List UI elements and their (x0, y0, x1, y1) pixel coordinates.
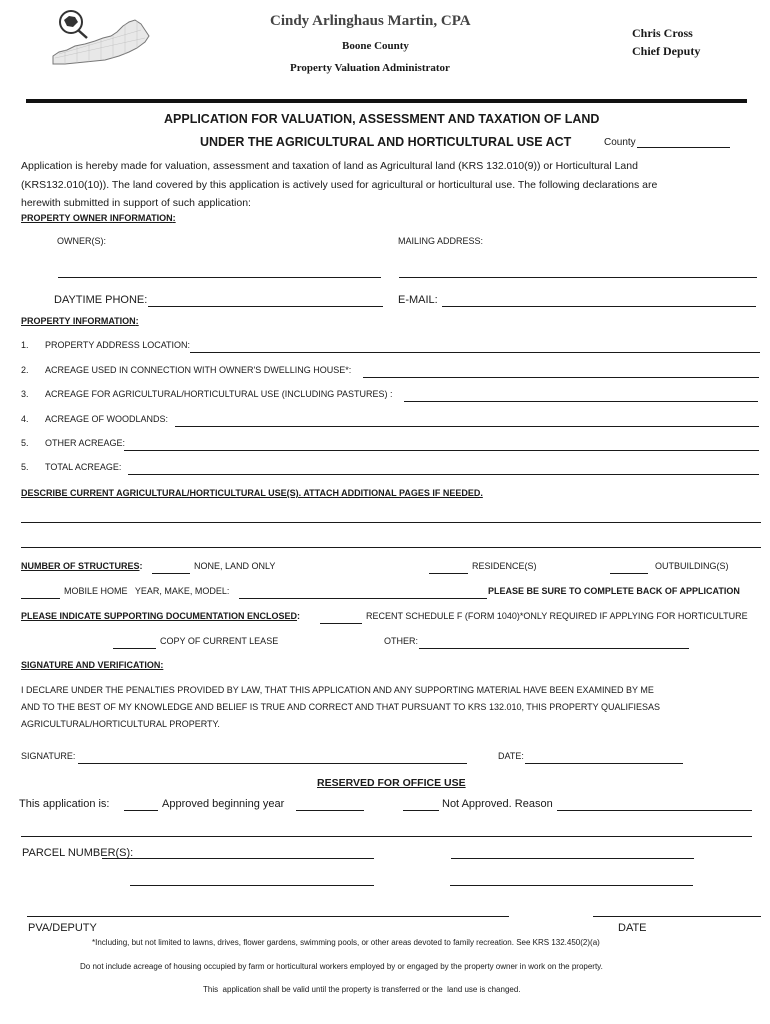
intro-line2: (KRS132.010(10)). The land covered by this application is actively used for agricultural or horticultural use. The following declarations are (21, 179, 658, 191)
office-use-heading: RESERVED FOR OFFICE USE (317, 777, 466, 789)
approved-label: Approved beginning year (162, 798, 285, 810)
back-of-application-note: PLEASE BE SURE TO COMPLETE BACK OF APPLICATION (488, 586, 740, 596)
documentation-heading: PLEASE INDICATE SUPPORTING DOCUMENTATION ENCLOSED: (21, 611, 301, 621)
parcel-number-field-4[interactable] (450, 873, 693, 886)
intro-line1: Application is hereby made for valuation, assessment and taxation of land as Agricultural land (KRS 132.010(9)) or Horticultural Land (21, 160, 638, 172)
signature-heading: SIGNATURE AND VERIFICATION: (21, 660, 164, 670)
parcel-number-label: PARCEL NUMBER(S): (22, 847, 134, 859)
county-name: Boone County (342, 40, 409, 52)
header-divider (26, 99, 747, 103)
property-item-label: ACREAGE FOR AGRICULTURAL/HORTICULTURAL USE (INCLUDING PASTURES) : (45, 389, 393, 399)
form-title-line1: APPLICATION FOR VALUATION, ASSESSMENT AND TAXATION OF LAND (164, 112, 600, 126)
property-item-label: ACREAGE OF WOODLANDS: (45, 414, 169, 424)
property-item-label: PROPERTY ADDRESS LOCATION: (45, 340, 191, 350)
mobile-home-count[interactable] (21, 586, 60, 599)
describe-use-heading: DESCRIBE CURRENT AGRICULTURAL/HORTICULTURAL USE(S). ATTACH ADDITIONAL PAGES IF NEEDED. (21, 488, 483, 498)
outbuilding-label: OUTBUILDING(S) (655, 561, 729, 571)
signature-date-label: DATE: (498, 751, 524, 761)
parcel-number-field-1[interactable] (102, 846, 374, 859)
total-acreage-field[interactable] (128, 462, 759, 475)
pva-deputy-field[interactable] (27, 904, 509, 917)
mobile-home-label: MOBILE HOME YEAR, MAKE, MODEL: (64, 586, 230, 596)
office-date-field[interactable] (593, 904, 761, 917)
deputy-title: Chief Deputy (632, 44, 701, 58)
form-title-line2: UNDER THE AGRICULTURAL AND HORTICULTURAL USE ACT (200, 135, 572, 149)
schedule-f-label: RECENT SCHEDULE F (FORM 1040)*ONLY REQUIRED IF APPLYING FOR HORTICULTURE (366, 611, 748, 621)
declaration-line1: I DECLARE UNDER THE PENALTIES PROVIDED BY LAW, THAT THIS APPLICATION AND ANY SUPPORTING MATERIAL HAVE BEEN EXAMINED BY ME (21, 685, 654, 695)
woodlands-acreage-field[interactable] (175, 414, 759, 427)
mailing-label: MAILING ADDRESS: (398, 236, 484, 246)
signature-label: SIGNATURE: (21, 751, 76, 761)
property-item-label: TOTAL ACREAGE: (45, 462, 122, 472)
office-title: Property Valuation Administrator (290, 62, 450, 74)
lease-check[interactable] (113, 636, 156, 649)
reason-line-2[interactable] (21, 824, 752, 837)
office-date-label: DATE (618, 922, 647, 934)
property-item: 1. (21, 340, 29, 350)
structures-heading: NUMBER OF STRUCTURES: (21, 561, 143, 571)
mobile-home-details-field[interactable] (239, 586, 487, 599)
property-item: 2. (21, 365, 29, 375)
phone-label: DAYTIME PHONE: (54, 294, 148, 306)
reason-field[interactable] (557, 798, 752, 811)
schedule-f-check[interactable] (320, 611, 362, 624)
owners-label: OWNER(S): (57, 236, 106, 246)
pva-deputy-label: PVA/DEPUTY (28, 922, 97, 934)
describe-use-line-2[interactable] (21, 535, 761, 548)
parcel-number-field-2[interactable] (451, 846, 694, 859)
county-field[interactable] (637, 135, 730, 148)
footer-note-3: This application shall be valid until the property is transferred or the land use is changed. (203, 985, 521, 994)
approved-check[interactable] (124, 798, 158, 811)
ag-acreage-field[interactable] (404, 389, 758, 402)
county-label: County (604, 137, 636, 148)
property-item: 3. (21, 389, 29, 399)
property-item: 4. (21, 414, 29, 424)
mailing-address-field[interactable] (399, 265, 757, 278)
declaration-line2: AND TO THE BEST OF MY KNOWLEDGE AND BELIEF IS TRUE AND CORRECT AND THAT PURSUANT TO KRS 132.010, THIS PROPERTY QUALIFIESAS (21, 702, 661, 712)
residence-count[interactable] (429, 561, 468, 574)
other-doc-field[interactable] (419, 636, 689, 649)
footer-note-2: Do not include acreage of housing occupied by farm or horticultural workers employed by or engaged by the property owner in work on the property. (80, 962, 603, 971)
email-field[interactable] (442, 294, 756, 307)
dwelling-acreage-field[interactable] (363, 365, 759, 378)
property-item-label: ACREAGE USED IN CONNECTION WITH OWNER'S DWELLING HOUSE*: (45, 365, 352, 375)
other-acreage-field[interactable] (124, 438, 759, 451)
kentucky-map-logo (45, 8, 155, 72)
none-land-label: NONE, LAND ONLY (194, 561, 276, 571)
owners-field[interactable] (58, 265, 381, 278)
pva-name: Cindy Arlinghaus Martin, CPA (270, 13, 471, 29)
property-item: 5. (21, 462, 29, 472)
describe-use-line-1[interactable] (21, 510, 761, 523)
residence-label: RESIDENCE(S) (472, 561, 537, 571)
intro-line3: herewith submitted in support of such application: (21, 197, 251, 209)
deputy-name: Chris Cross (632, 26, 693, 40)
property-section-heading: PROPERTY INFORMATION: (21, 316, 139, 326)
not-approved-check[interactable] (403, 798, 439, 811)
owner-section-heading: PROPERTY OWNER INFORMATION: (21, 213, 176, 223)
other-doc-label: OTHER: (384, 636, 419, 646)
property-item: 5. (21, 438, 29, 448)
footer-note-1: *Including, but not limited to lawns, drives, flower gardens, swimming pools, or other areas devoted to family recreation. See KRS 132.450(2)(a) (92, 938, 600, 947)
not-approved-label: Not Approved. Reason (442, 798, 553, 810)
application-is-label: This application is: (19, 798, 110, 810)
property-item-label: OTHER ACREAGE: (45, 438, 126, 448)
signature-date-field[interactable] (525, 751, 683, 764)
parcel-number-field-3[interactable] (130, 873, 374, 886)
property-address-field[interactable] (190, 340, 760, 353)
email-label: E-MAIL: (398, 294, 438, 306)
phone-field[interactable] (148, 294, 383, 307)
beginning-year-field[interactable] (296, 798, 364, 811)
declaration-line3: AGRICULTURAL/HORTICULTURAL PROPERTY. (21, 719, 220, 729)
none-land-count[interactable] (152, 561, 190, 574)
lease-label: COPY OF CURRENT LEASE (160, 636, 279, 646)
signature-field[interactable] (78, 751, 467, 764)
outbuilding-count[interactable] (610, 561, 648, 574)
